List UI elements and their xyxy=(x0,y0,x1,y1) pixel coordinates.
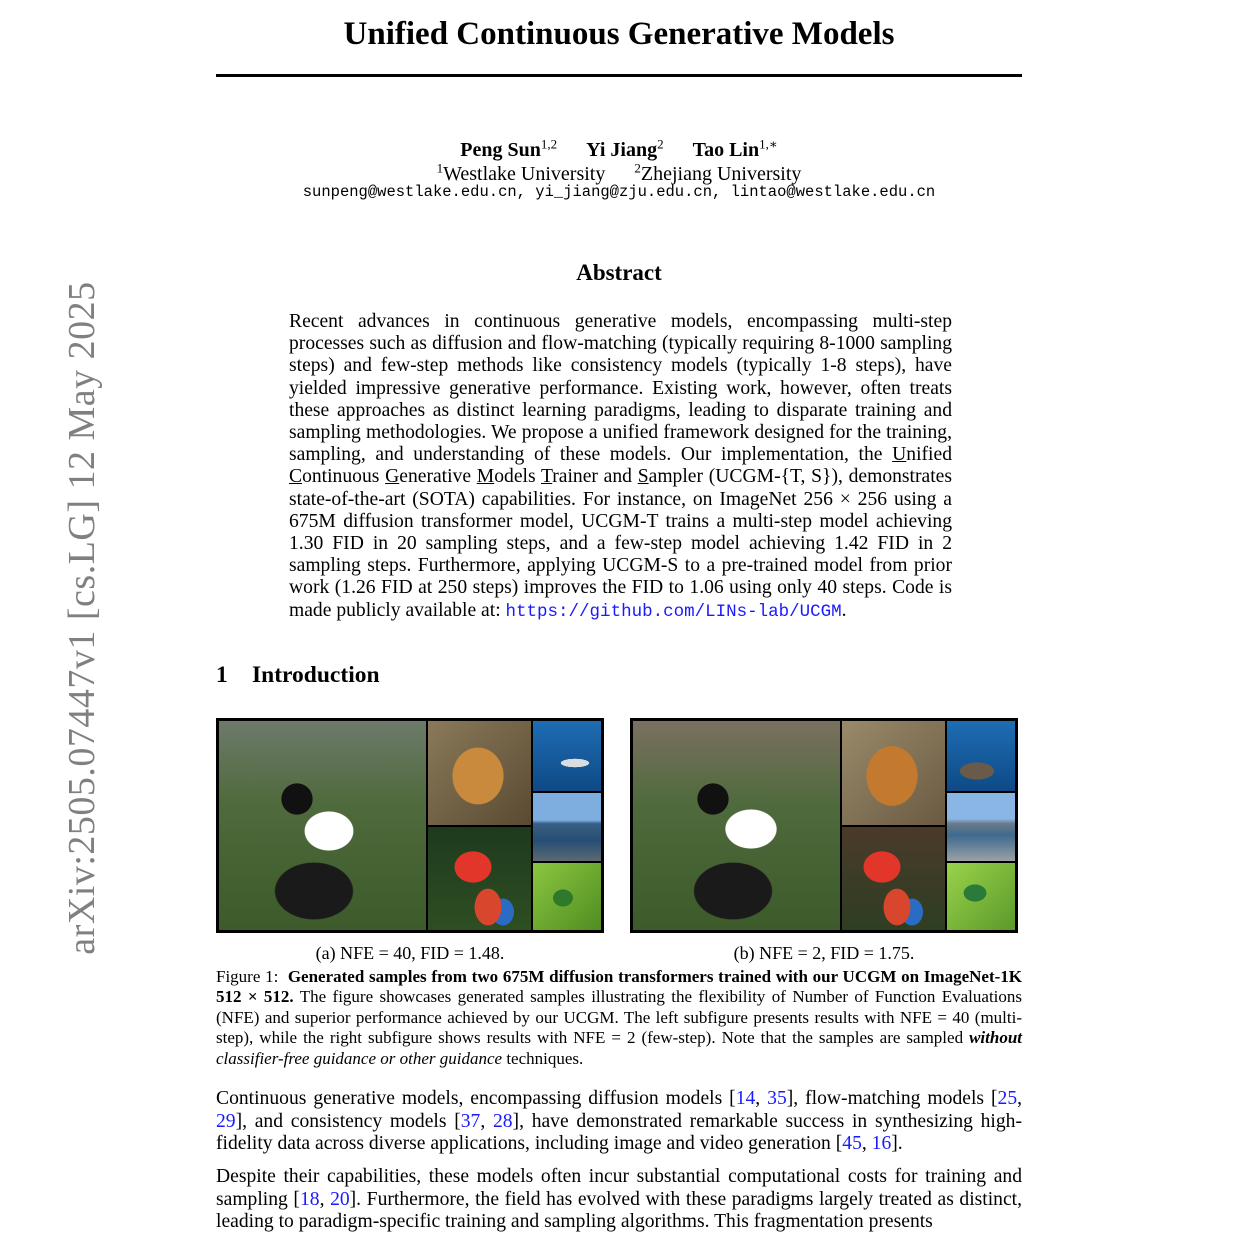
shark-image xyxy=(533,721,601,791)
reef-image xyxy=(947,721,1015,791)
code-link[interactable]: https://github.com/LINs-lab/UCGM xyxy=(505,601,842,622)
citation-link[interactable]: 37 xyxy=(460,1110,481,1132)
intro-paragraph-2: Despite their capabilities, these models often incur substantial computational costs for training and sampling [18, 20]. Furthermore, the field has evolved with these paradigms largely treated as distinct, leading to paradigm-specific training and sampling algorithms. This fragmentation presents xyxy=(216,1166,1023,1232)
abstract-body: Recent advances in continuous generative models, encompassing multi-step processes such as diffusion and flow-matching (typically requiring 8-1000 sampling steps) and few-step methods like consistency models (typically 1-8 steps), have yielded impressive generative performance. Existing work, however, often treats these approaches as distinct learning paradigms, leading to disparate training and sampling methodologies. We propose a unified framework designed for the training, sampling, and understanding of these models. Our implementation, the Unified Continuous Generative Models Trainer and Sampler (UCGM-{T, S}), demonstrates state-of-the-art (SOTA) capabilities. For instance, on ImageNet 256 × 256 using a 675M diffusion transformer model, UCGM-T trains a multi-step model achieving 1.30 FID in 20 sampling steps, and a few-step model achieving 1.42 FID in 2 sampling steps. Furthermore, applying UCGM-S to a pre-trained model from prior work (1.26 FID at 250 steps) improves the FID to 1.06 using only 40 steps. Code is made publicly available at: https://github.com/LINs-lab/UCGM. xyxy=(289,311,952,622)
panda-image xyxy=(633,721,840,930)
paper-title: Unified Continuous Generative Models xyxy=(343,16,895,52)
figure-1a-image-grid xyxy=(216,718,604,933)
author-3: Tao Lin$^{1,∗}$ xyxy=(692,136,778,161)
affiliation-1: $^1$Westlake University xyxy=(436,160,606,185)
figure-1b-image-grid xyxy=(630,718,1018,933)
citation-link[interactable]: 18 xyxy=(299,1188,320,1210)
figure-caption: Figure 1: Generated samples from two 675M diffusion transformers trained with our UCGM on ImageNet-1K 512 × 512. The figure showcases generated samples illustrating the flexibility of Number of Function Evaluations (NFE) and superior performance achieved by our UCGM. The left subfigure presents results with NFE = 40 (multi-step), while the right subfigure shows results with NFE = 2 (few-step). Note that the samples are sampled without classifier-free guidance or other guidance techniques. xyxy=(216,967,1022,1068)
golden-retriever-image xyxy=(428,721,531,825)
citation-link[interactable]: 29 xyxy=(216,1110,236,1132)
title-rule xyxy=(216,74,1022,77)
intro-paragraph-1: Continuous generative models, encompassing diffusion models [14, 35], flow-matching models [25, 29], and consistency models [37, 28], have demonstrated remarkable success in synthesizing high-fidelity data across diverse applications, including image and video generation [45, 16]. xyxy=(216,1088,1023,1154)
author-1: Peng Sun$^{1,2}$ xyxy=(460,136,558,161)
panda-image xyxy=(219,721,426,930)
coastline-image xyxy=(533,793,601,861)
citation-link[interactable]: 14 xyxy=(735,1088,756,1109)
macaw-image xyxy=(842,827,945,930)
citation-link[interactable]: 16 xyxy=(871,1133,892,1154)
abstract-heading: Abstract xyxy=(576,260,662,285)
citation-link[interactable]: 20 xyxy=(330,1188,350,1210)
arxiv-sidebar-id: arXiv:2505.07447v1 [cs.LG] 12 May 2025 xyxy=(61,281,103,955)
coastline-image xyxy=(947,793,1015,861)
citation-link[interactable]: 45 xyxy=(842,1133,862,1154)
subcaption-b: (b) NFE = 2, FID = 1.75. xyxy=(733,943,915,963)
author-2: Yi Jiang$^2$ xyxy=(586,136,664,161)
macaw-image xyxy=(428,827,531,930)
beetle-image xyxy=(533,863,601,930)
section-heading: 1 Introduction xyxy=(216,662,380,688)
citation-link[interactable]: 28 xyxy=(492,1110,513,1132)
author-emails: sunpeng@westlake.edu.cn, yi_jiang@zju.edu.cn, lintao@westlake.edu.cn xyxy=(302,183,936,201)
citation-link[interactable]: 25 xyxy=(997,1088,1018,1109)
citation-link[interactable]: 35 xyxy=(767,1088,787,1109)
golden-retriever-image xyxy=(842,721,945,825)
subcaption-a: (a) NFE = 40, FID = 1.48. xyxy=(315,943,505,963)
affiliation-2: $^2$Zhejiang University xyxy=(634,160,802,185)
beetle-image xyxy=(947,863,1015,930)
